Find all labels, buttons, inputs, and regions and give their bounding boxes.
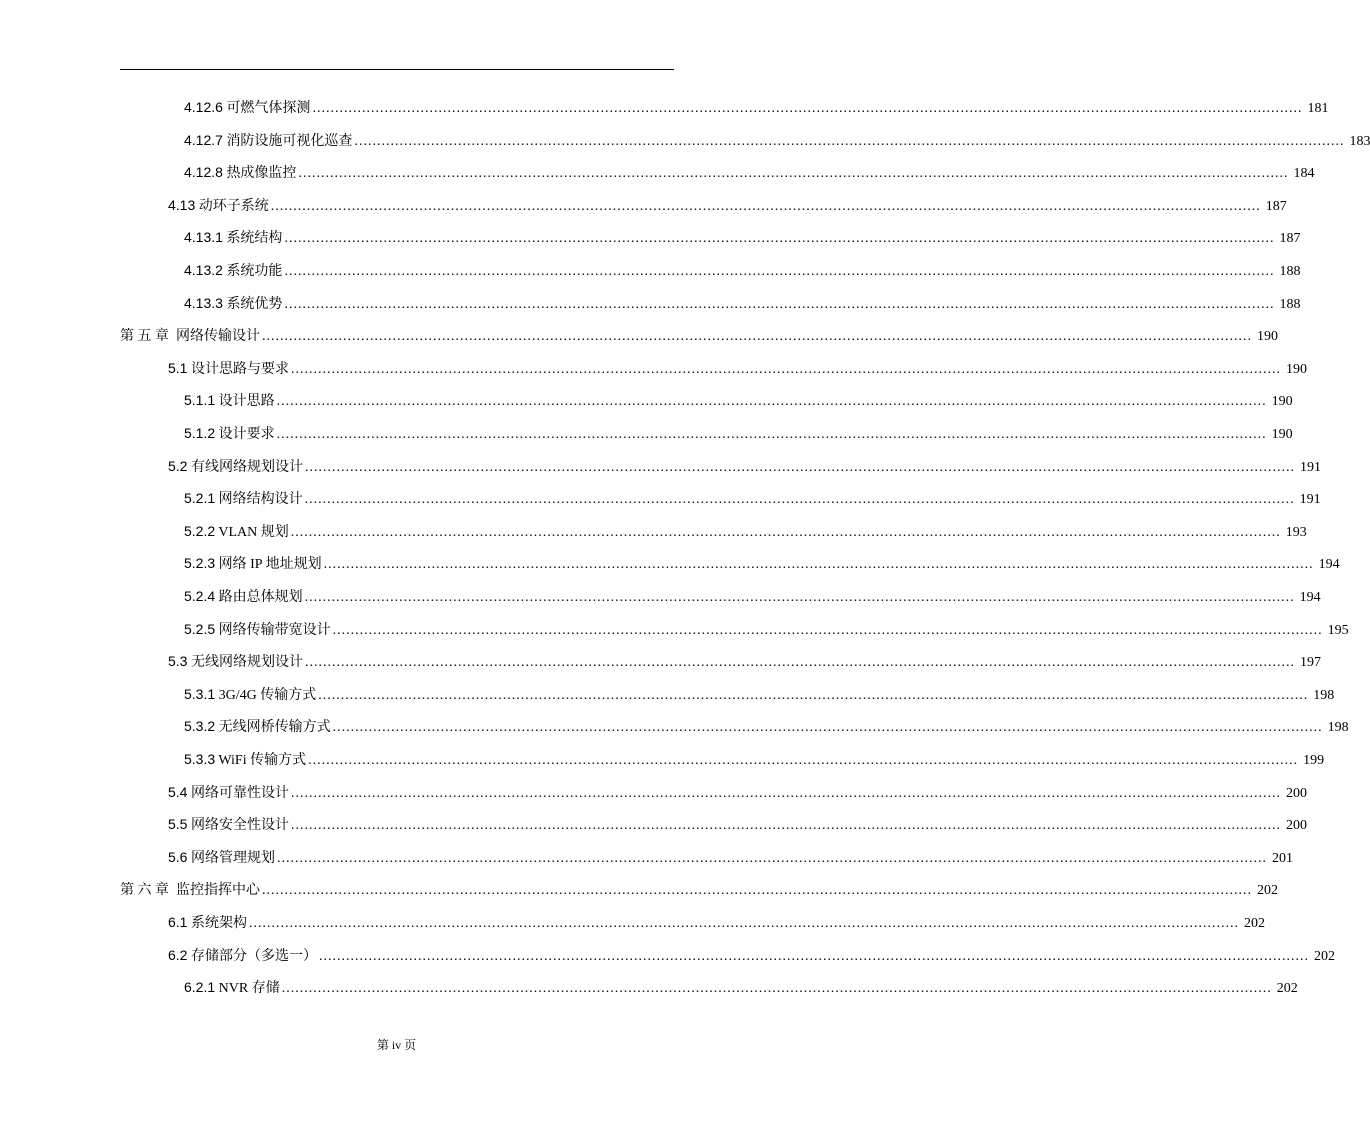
toc-dot-leader: ............................................................................................................................................................................................................................	[248, 916, 1239, 931]
toc-entry-number: 5.4	[168, 783, 188, 800]
toc-entry-number: 4.13.3	[184, 294, 223, 311]
toc-entry[interactable]	[0, 552, 1340, 574]
toc-dot-leader: ............................................................................................................................................................................................................................	[304, 655, 1295, 671]
toc-entry-number: 6.2	[168, 946, 188, 963]
toc-entry-text: 动环子系统	[198, 198, 269, 214]
toc-dot-leader: ............................................................................................................................................................................................................................	[332, 622, 1323, 638]
toc-entry-page: 197	[1299, 655, 1321, 671]
toc-entry-page: 190	[1285, 361, 1307, 377]
toc-entry-title	[168, 359, 289, 379]
toc-entry-text: 存储部分（多选一）	[190, 948, 317, 964]
toc-entry[interactable]	[0, 455, 1321, 477]
toc-entry-text: 热成像监控	[226, 166, 297, 182]
toc-entry-title	[184, 228, 282, 248]
toc-entry-text: 有线网络规划设计	[190, 459, 303, 475]
toc-entry-title	[184, 587, 303, 607]
toc-entry-page: 188	[1279, 296, 1301, 312]
toc-entry-number: 5.3.1	[184, 685, 216, 702]
toc-entry-number: 5.3	[168, 653, 188, 670]
toc-dot-leader: ............................................................................................................................................................................................................................	[318, 687, 1309, 703]
toc-entry-page: 187	[1279, 231, 1301, 247]
toc-entry-title	[184, 294, 282, 314]
toc-entry-number: 4.13.1	[184, 229, 223, 246]
toc-entry-text: 3G/4G 传输方式	[218, 687, 317, 703]
toc-entry-page: 200	[1285, 785, 1307, 801]
toc-entry-page: 191	[1299, 459, 1321, 475]
toc-entry-number: 4.12.7	[184, 131, 223, 148]
toc-dot-leader: ............................................................................................................................................................................................................................	[290, 361, 1281, 377]
toc-dot-leader: ............................................................................................................................................................................................................................	[284, 264, 1275, 279]
toc-entry-page: 202	[1243, 916, 1265, 931]
toc-entry-title	[184, 98, 310, 118]
toc-entry[interactable]	[0, 161, 1315, 183]
toc-entry-page: 194	[1299, 590, 1321, 605]
toc-dot-leader: ............................................................................................................................................................................................................................	[308, 753, 1299, 768]
toc-dot-leader: ............................................................................................................................................................................................................................	[276, 427, 1267, 442]
toc-entry-title	[168, 457, 303, 477]
header-rule	[120, 69, 674, 70]
toc-entry[interactable]	[0, 846, 1293, 868]
toc-entry[interactable]	[0, 813, 1307, 835]
toc-entry-page: 190	[1271, 394, 1293, 410]
toc-entry-text: 消防设施可视化巡查	[226, 133, 353, 149]
toc-dot-leader: ............................................................................................................................................................................................................................	[354, 133, 1345, 149]
toc-entry-number: 5.2.2	[184, 522, 216, 539]
toc-entry-title	[184, 620, 331, 640]
toc-dot-leader: ............................................................................................................................................................................................................................	[276, 394, 1267, 410]
toc-dot-leader: ............................................................................................................................................................................................................................	[332, 720, 1323, 736]
toc-entry-text: 系统架构	[190, 916, 247, 931]
toc-entry-page: 198	[1327, 720, 1349, 736]
toc-entry[interactable]	[0, 683, 1335, 705]
toc-entry-number: 5.2.1	[184, 490, 216, 507]
toc-dot-leader: ............................................................................................................................................................................................................................	[312, 101, 1303, 116]
toc-entry-title	[168, 848, 275, 868]
toc-dot-leader: ............................................................................................................................................................................................................................	[262, 883, 1252, 899]
toc-entry-text: 网络 IP 地址规划	[218, 557, 322, 573]
toc-entry[interactable]	[0, 194, 1287, 216]
toc-entry-title	[168, 815, 289, 835]
toc-entry-text: 网络安全性设计	[190, 818, 289, 834]
toc-entry-page: 202	[1313, 948, 1335, 964]
toc-entry[interactable]	[0, 911, 1265, 933]
toc-entry-page: 188	[1279, 264, 1301, 279]
toc-entry-page: 194	[1318, 557, 1340, 573]
toc-entry-page: 200	[1285, 818, 1307, 834]
toc-entry-title	[120, 882, 260, 900]
toc-entry-title	[184, 717, 331, 737]
toc-dot-leader: ............................................................................................................................................................................................................................	[290, 785, 1281, 801]
toc-entry[interactable]	[0, 976, 1298, 998]
toc-entry-number: 5.2	[168, 457, 188, 474]
toc-entry-number: 4.12.6	[184, 99, 223, 115]
toc-entry-text: 系统结构	[226, 231, 283, 247]
toc-dot-leader: ............................................................................................................................................................................................................................	[304, 590, 1295, 605]
toc-entry-page: 202	[1257, 883, 1278, 899]
toc-entry-text: 网络可靠性设计	[190, 785, 289, 801]
toc-dot-leader: ............................................................................................................................................................................................................................	[276, 850, 1267, 866]
toc-entry-number: 5.1.1	[184, 392, 216, 409]
toc-entry-page: 183	[1349, 133, 1370, 149]
toc-entry-number: 6.1	[168, 914, 188, 930]
toc-entry-title	[184, 424, 275, 444]
toc-entry-page: 181	[1307, 101, 1329, 116]
toc-entry-text: VLAN 规划	[218, 524, 289, 540]
toc-entry-text: 网络结构设计	[218, 492, 303, 508]
toc-entry[interactable]	[0, 357, 1307, 379]
toc-entry-title	[120, 328, 260, 346]
toc-dot-leader: ............................................................................................................................................................................................................................	[270, 198, 1261, 214]
toc-entry-page: 199	[1303, 753, 1325, 768]
toc-entry-text: 监控指挥中心	[176, 883, 260, 899]
toc-entry[interactable]	[0, 259, 1301, 281]
toc-entry-title	[184, 978, 280, 998]
toc-entry[interactable]	[0, 129, 1370, 151]
page-footer: 第 iv 页	[376, 1038, 417, 1052]
toc-entry-number: 5.1.2	[184, 425, 216, 441]
toc-entry-number: 4.13	[168, 196, 196, 213]
toc-entry[interactable]	[0, 618, 1349, 640]
toc-entry-text: 网络管理规划	[190, 850, 275, 866]
toc-dot-leader: ............................................................................................................................................................................................................................	[323, 557, 1314, 573]
toc-entry[interactable]	[0, 781, 1307, 803]
toc-entry-number: 5.2.4	[184, 588, 216, 604]
toc-dot-leader: ............................................................................................................................................................................................................................	[318, 948, 1309, 964]
toc-entry-text: 系统功能	[226, 264, 283, 279]
toc-entry[interactable]	[0, 324, 1278, 346]
toc-entry-number: 4.13.2	[184, 262, 223, 278]
toc-entry-number: 5.5	[168, 816, 188, 833]
toc-entry-page: 195	[1327, 622, 1349, 638]
toc-entry[interactable]	[0, 389, 1293, 411]
toc-entry-number: 5.3.3	[184, 751, 216, 767]
toc-entry-number: 5.6	[168, 848, 188, 865]
toc-entry[interactable]	[0, 715, 1349, 737]
toc-entry[interactable]	[0, 422, 1293, 444]
toc-entry[interactable]	[0, 585, 1321, 607]
toc-entry-page: 201	[1271, 850, 1293, 866]
toc-dot-leader: ............................................................................................................................................................................................................................	[290, 524, 1281, 540]
toc-entry[interactable]	[0, 292, 1301, 314]
toc-entry-page: 187	[1265, 198, 1287, 214]
toc-entry-number: 6.2.1	[184, 979, 216, 996]
toc-entry-title	[168, 196, 269, 216]
toc-entry-text: 无线网桥传输方式	[218, 720, 331, 736]
toc-entry[interactable]	[0, 226, 1301, 248]
toc-entry[interactable]	[0, 878, 1278, 900]
toc-entry-title	[184, 391, 275, 411]
toc-entry-title	[168, 652, 303, 672]
toc-entry-title	[168, 783, 289, 803]
toc-entry-text: 网络传输设计	[176, 329, 260, 345]
toc-entry-page: 190	[1271, 427, 1293, 442]
toc-entry-page: 202	[1276, 981, 1298, 997]
toc-dot-leader: ............................................................................................................................................................................................................................	[262, 329, 1252, 345]
toc-entry-text: 设计要求	[218, 427, 275, 442]
toc-dot-leader: ............................................................................................................................................................................................................................	[304, 459, 1295, 475]
toc-entry-text: 设计思路	[218, 394, 275, 410]
toc-dot-leader: ............................................................................................................................................................................................................................	[298, 166, 1289, 182]
toc-dot-leader: ............................................................................................................................................................................................................................	[281, 981, 1272, 997]
toc-entry-text: 系统优势	[226, 296, 283, 312]
toc-entry-text: 网络传输带宽设计	[218, 622, 331, 638]
toc-entry-title	[184, 750, 306, 770]
toc-entry[interactable]	[0, 748, 1325, 770]
toc-entry-page: 184	[1293, 166, 1315, 182]
toc-entry[interactable]	[0, 520, 1307, 542]
toc-entry-number: 第 五 章	[120, 329, 169, 345]
toc-entry[interactable]	[0, 944, 1335, 966]
toc-entry-text: 路由总体规划	[218, 590, 303, 605]
toc-dot-leader: ............................................................................................................................................................................................................................	[304, 492, 1295, 508]
toc-entry-number: 4.12.8	[184, 164, 223, 181]
toc-entry-title	[184, 163, 296, 183]
toc-dot-leader: ............................................................................................................................................................................................................................	[284, 231, 1275, 247]
toc-entry-page: 191	[1299, 492, 1321, 508]
toc-entry-title	[168, 913, 247, 933]
toc-entry-number: 5.2.5	[184, 620, 216, 637]
toc-entry-text: WiFi 传输方式	[218, 753, 307, 768]
toc-entry[interactable]	[0, 650, 1321, 672]
toc-entry-text: NVR 存储	[218, 981, 280, 997]
toc-entry-text: 可燃气体探测	[226, 101, 311, 116]
toc-entry-title	[184, 261, 282, 281]
toc-entry-title	[184, 685, 316, 705]
toc-entry-number: 第 六 章	[120, 883, 169, 899]
toc-entry-number: 5.3.2	[184, 718, 216, 735]
toc-entry-title	[184, 522, 289, 542]
toc-entry-page: 193	[1285, 524, 1307, 540]
toc-entry-title	[184, 131, 352, 151]
toc-entry-number: 5.2.3	[184, 555, 216, 572]
toc-entry-title	[184, 489, 303, 509]
toc-dot-leader: ............................................................................................................................................................................................................................	[290, 818, 1281, 834]
toc-entry[interactable]	[0, 96, 1329, 118]
toc-entry-number: 5.1	[168, 359, 188, 376]
toc-entry-page: 198	[1313, 687, 1335, 703]
toc-entry-page: 190	[1257, 329, 1278, 345]
toc-entry-title	[184, 554, 322, 574]
toc-dot-leader: ............................................................................................................................................................................................................................	[284, 296, 1275, 312]
toc-entry[interactable]	[0, 487, 1321, 509]
toc-entry-text: 无线网络规划设计	[190, 655, 303, 671]
toc-entry-title	[168, 946, 317, 966]
toc-entry-text: 设计思路与要求	[190, 361, 289, 377]
